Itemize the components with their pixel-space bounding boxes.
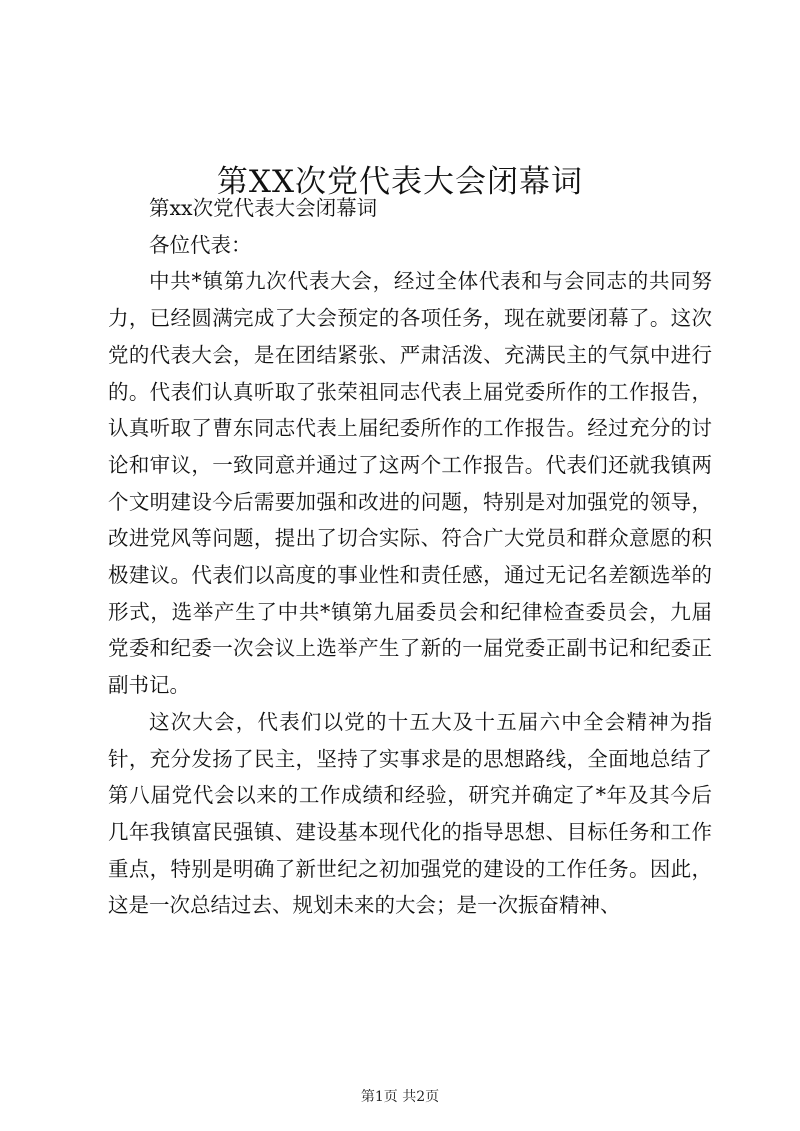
paragraph-body-2: 这次大会，代表们以党的十五大及十五届六中全会精神为指针，充分发扬了民主，坚持了实事求是的思想路线，全面地总结了第八届党代会以来的工作成绩和经验，研究并确定了*年及其今后几年我镇富民强镇、建设基本现代化的指导思想、目标任务和工作重点，特别是明确了新世纪之初加强党的建设的工作任务。因此，这是一次总结过去、规划未来的大会；是一次振奋精神、	[108, 709, 712, 918]
document-title: 第XX次党代表大会闭幕词	[216, 163, 584, 200]
paragraph-body-1: 中共*镇第九次代表大会，经过全体代表和与会同志的共同努力，已经圆满完成了大会预定的各项任务，现在就要闭幕了。这次党的代表大会，是在团结紧张、严肃活泼、充满民主的气氛中进行的。代表们认真听取了张荣祖同志代表上届党委所作的工作报告，认真听取了曹东同志代表上届纪委所作的工作报告。经过充分的讨论和审议，一致同意并通过了这两个工作报告。代表们还就我镇两个文明建设今后需要加强和改进的问题，特别是对加强党的领导，改进党风等问题，提出了切合实际、符合广大党员和群众意愿的积极建议。代表们以高度的事业性和责任感，通过无记名差额选举的形式，选举产生了中共*镇第九届委员会和纪律检查委员会，九届党委和纪委一次会议上选举产生了新的一届党委正副书记和纪委正副书记。	[108, 269, 712, 698]
document-body	[108, 190, 712, 924]
paragraph-salutation: 各位代表：	[149, 232, 252, 257]
paragraph-subtitle: 第xx次党代表大会闭幕词	[149, 196, 378, 220]
page-number-footer: 第1页 共2页	[360, 1089, 440, 1105]
